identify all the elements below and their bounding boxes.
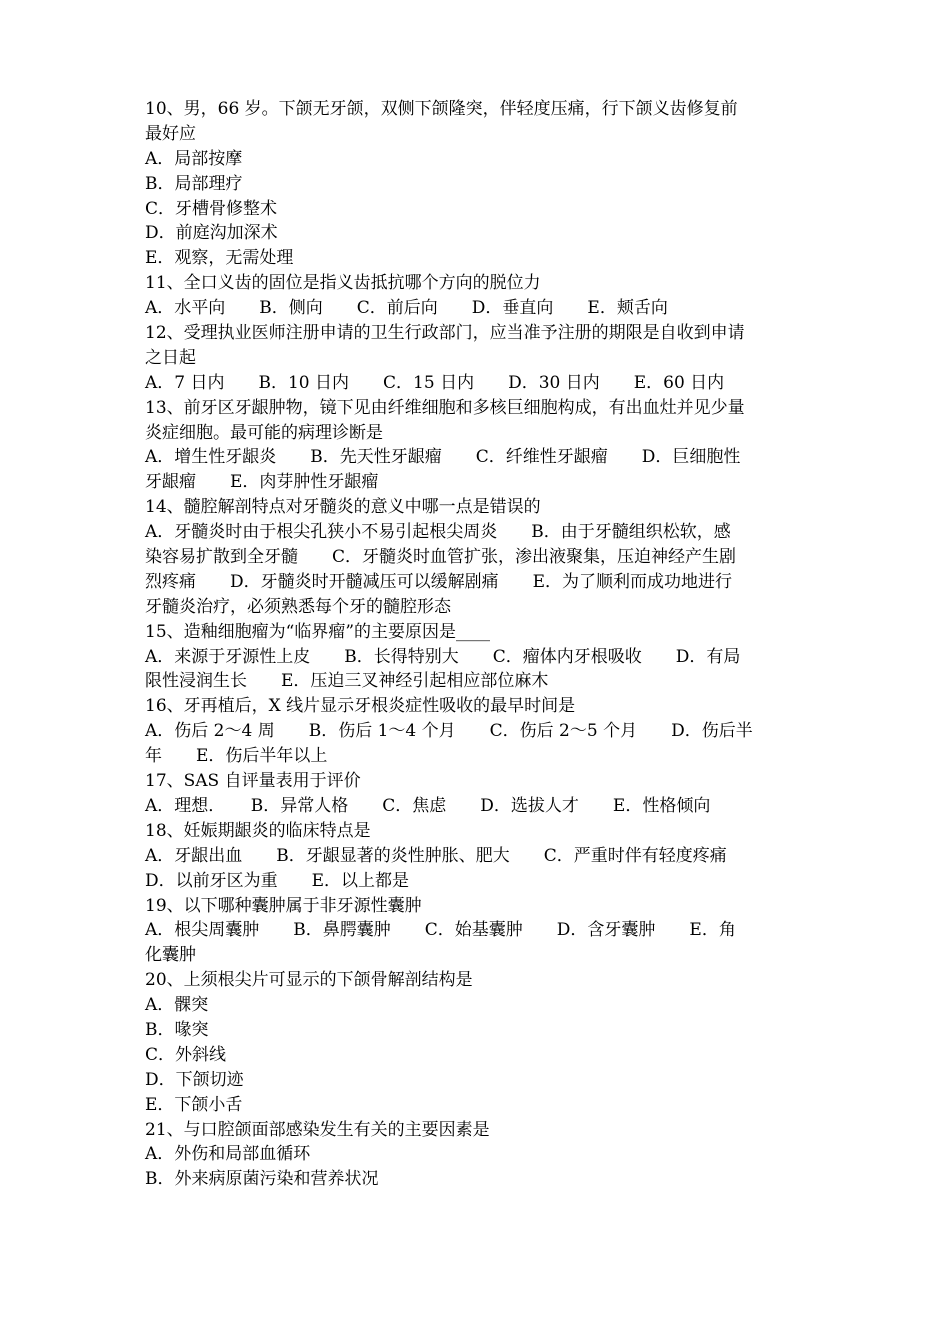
text-line: 17、SAS 自评量表用于评价: [145, 771, 361, 792]
text-line: E．观察，无需处理: [145, 248, 294, 269]
text-line: 11、全口义齿的固位是指义齿抵抗哪个方向的脱位力: [145, 273, 541, 294]
text-line: 炎症细胞。最可能的病理诊断是: [145, 422, 383, 443]
text-line: 19、以下哪种囊肿属于非牙源性囊肿: [145, 895, 422, 916]
text-line: A．来源于牙源性上皮 B．长得特别大 C．瘤体内牙根吸收 D．有局: [145, 646, 741, 667]
text-line: D．下颌切迹: [145, 1069, 244, 1090]
text-line: 牙龈瘤 E．肉芽肿性牙龈瘤: [145, 472, 379, 493]
text-line: C．牙槽骨修整术: [145, 198, 278, 219]
text-line: A．局部按摩: [145, 148, 243, 169]
text-line: 年 E．伤后半年以上: [145, 746, 328, 767]
text-line: A．增生性牙龈炎 B．先天性牙龈瘤 C．纤维性牙龈瘤 D．巨细胞性: [145, 447, 741, 468]
text-line: 牙髓炎治疗，必须熟悉每个牙的髓腔形态: [145, 596, 451, 617]
text-line: 16、牙再植后，X 线片显示牙根炎症性吸收的最早时间是: [145, 696, 576, 717]
document-body: [145, 97, 807, 1192]
text-line: 化囊肿: [145, 945, 196, 966]
text-line: 之日起: [145, 347, 196, 368]
text-line: 20、上须根尖片可显示的下颌骨解剖结构是: [145, 970, 473, 991]
text-line: 15、造釉细胞瘤为“临界瘤”的主要原因是____: [145, 621, 491, 642]
text-line: B．外来病原菌污染和营养状况: [145, 1169, 379, 1190]
text-line: 10、男，66 岁。下颌无牙颌，双侧下颌隆突，伴轻度压痛，行下颌义齿修复前: [145, 99, 738, 119]
text-line: E．下颌小舌: [145, 1094, 243, 1115]
text-line: C．外斜线: [145, 1044, 227, 1065]
text-line: A．外伤和局部血循环: [145, 1144, 311, 1165]
text-line: B．局部理疗: [145, 173, 243, 194]
text-line: 12、受理执业医师注册申请的卫生行政部门，应当准予注册的期限是自收到申请: [145, 323, 745, 344]
text-line: 烈疼痛 D．牙髓炎时开髓减压可以缓解剧痛 E．为了顺利而成功地进行: [145, 571, 733, 592]
text-line: A．7 日内 B．10 日内 C．15 日内 D．30 日内 E．60 日内: [145, 372, 725, 393]
text-line: 染容易扩散到全牙髓 C．牙髓炎时血管扩张，渗出液聚集，压迫神经产生剧: [145, 547, 737, 568]
text-line: A．牙龈出血 B．牙龈显著的炎性肿胀、肥大 C．严重时伴有轻度疼痛: [145, 845, 727, 866]
text-line: A．水平向 B．侧向 C．前后向 D．垂直向 E．颊舌向: [145, 298, 668, 319]
text-line: A．伤后 2～4 周 B．伤后 1～4 个月 C．伤后 2～5 个月 D．伤后半: [145, 721, 753, 742]
text-line: 限性浸润生长 E．压迫三叉神经引起相应部位麻木: [145, 671, 549, 692]
text-line: A．髁突: [145, 995, 209, 1016]
text-line: D．前庭沟加深术: [145, 223, 278, 244]
text-line: 13、前牙区牙龈肿物，镜下见由纤维细胞和多核巨细胞构成，有出血灶并见少量: [145, 397, 745, 418]
text-line: D．以前牙区为重 E．以上都是: [145, 870, 410, 891]
text-line: A．理想． B．异常人格 C．焦虑 D．选拔人才 E．性格倾向: [145, 795, 711, 816]
text-line: 14、髓腔解剖特点对牙髓炎的意义中哪一点是错误的: [145, 497, 541, 518]
text-line: 21、与口腔颌面部感染发生有关的主要因素是: [145, 1119, 490, 1140]
text-line: A．根尖周囊肿 B．鼻腭囊肿 C．始基囊肿 D．含牙囊肿 E．角: [145, 920, 736, 941]
text-line: 最好应: [145, 123, 196, 144]
text-line: B．喙突: [145, 1019, 209, 1040]
text-line: 18、妊娠期龈炎的临床特点是: [145, 820, 371, 841]
text-line: A．牙髓炎时由于根尖孔狭小不易引起根尖周炎 B．由于牙髓组织松软，感: [145, 522, 731, 543]
